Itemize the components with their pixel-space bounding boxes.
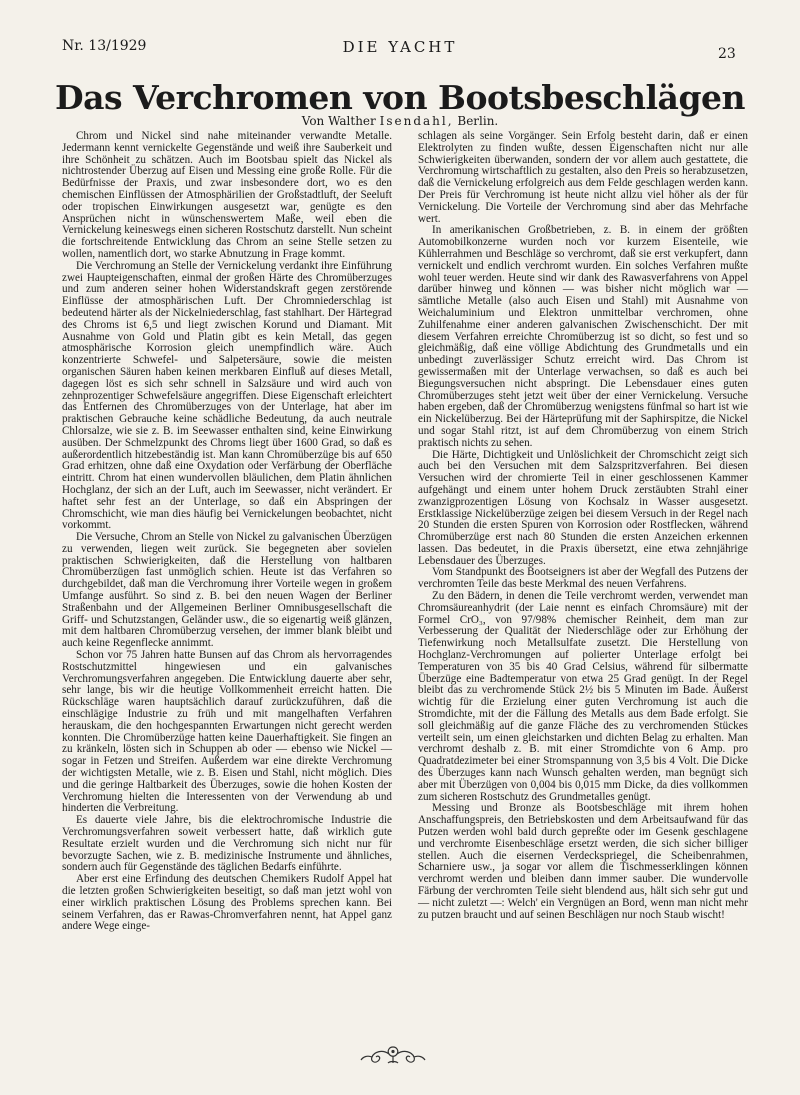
paragraph: Chrom und Nickel sind nahe miteinander verwandte Metalle. Jedermann kennt vernickelte Gegenstände und weiß ihre Sauberkeit und ihre Schönheit zu schätzen. Auch im Bootsbau spielt das Nickel als nichtrostender Überzug auf Eisen und Messing eine große Rolle. Für die Bedürfnisse der Praxis, und zwar insbesondere dort, wo es den chemischen Einflüssen der Atmosphärilien der Großstadtluft, der Seeluft oder tropischen Einwirkungen ausgesetzt war, genügte es den Ansprüchen nicht in wünschenswertem Maße, weil eben die Vernickelung keineswegs einen sicheren Rostschutz darstellt. Nun scheint die fortschreitende Entwicklung das Chrom an seine Stelle setzen zu wollen, namentlich dort, wo starke Abnutzung in Frage kommt.	[62, 130, 392, 260]
paragraph: Es dauerte viele Jahre, bis die elektrochromische Industrie die Verchromungsverfahren soweit verbessert hatte, daß wirklich gute Resultate erzielt wurden und die Verchromung sich nicht nur für bevorzugte Sachen, wie z. B. medizinische Instrumente und ähnliches, sondern auch für Gegenstände des täglichen Bedarfs einführte.	[62, 814, 392, 874]
issue-number: Nr. 13/1929	[62, 38, 147, 54]
magazine-title: DIE YACHT	[342, 38, 458, 56]
paragraph: Zu den Bädern, in denen die Teile verchromt werden, verwendet man Chromsäureanhydrit (der Laie nennt es einfach Chromsäure) mit der Formel CrO₃, von 97/98% chemischer Reinheit, dem man zur Verbesserung der Qualität der Niederschläge oder zur Erhöhung der Tiefenwirkung noch Metallsulfate zusetzt. Die Herstellung von Hochglanz-Verchromungen auf polierter Unterlage erfolgt bei Temperaturen von 35 bis 40 Grad Celsius, während für silbermatte Überzüge eine Badtemperatur von etwa 25 Grad genügt. In der Regel bleibt das zu verchromende Stück 2½ bis 5 Minuten im Bade. Äußerst wichtig für die Erzielung einer guten Verchromung ist auch die Stromdichte, mit der die Fällung des Metalls aus dem Bade erfolgt. Sie soll gleichmäßig auf die ganze Fläche des zu verchromenden Stückes verteilt sein, um einen gleichstarken und dichten Belag zu erhalten. Man verchromt deshalb z. B. mit einer Stromdichte von 6 Amp. pro Quadratdezimeter bei einer Stromspannung von 3,5 bis 4 Volt. Die Dicke des Überzuges kann nach Wunsch gehalten werden, man begnügt sich aber mit Überzügen von 0,004 bis 0,015 mm Dicke, da dies vollkommen zum sicheren Rostschutz des Grundmetalles genügt.	[418, 590, 748, 803]
article-title: Das Verchromen von Bootsbeschlägen	[54, 78, 746, 117]
paragraph: Messing und Bronze als Bootsbeschläge mit ihrem hohen Anschaffungspreis, den Betriebskosten und dem Arbeitsaufwand für das Putzen werden wohl bald durch gepreßte oder im Gesenk geschlagene und verchromte Eisenbeschläge ersetzt werden, die sich sicher billiger stellen. Auch die eisernen Verdeckspriegel, die Scheibenrahmen, Scharniere usw., ja sogar vor allem die Tischmesserklingen können verchromt werden und bleiben dann immer sauber. Die wundervolle Färbung der verchromten Teile sieht blendend aus, hält sich sehr gut und — nicht zuletzt —: Welch' ein Vergnügen an Bord, wenn man nicht mehr zu putzen braucht und auf seinen Beschlägen nur noch Staub wischt!	[418, 802, 748, 921]
paragraph: Vom Standpunkt des Bootseigners ist aber der Wegfall des Putzens der verchromten Teile das beste Merkmal des neuen Verfahrens.	[418, 566, 748, 591]
author-city: Berlin.	[457, 114, 499, 128]
paragraph: Die Versuche, Chrom an Stelle von Nickel zu galvanischen Überzügen zu verwenden, liegen weit zurück. Sie begegneten aber sovielen praktischen Schwierigkeiten, daß die Herstellung von haltbaren Chromüberzügen fast unmöglich schien. Heute ist das Verfahren so durchgebildet, daß man die Verchromung ihrer Vorteile wegen in großem Umfange ausführt. So sind z. B. bei den neuen Wagen der Berliner Straßenbahn und der Allgemeinen Berliner Omnibusgesellschaft die Griff- und Schutzstangen, Geländer usw., die so eigenartig weiß glänzen, mit dem haltbaren Chromüberzug versehen, der immer blank bleibt und auch keine Regenflecke annimmt.	[62, 531, 392, 650]
floral-ornament-icon	[358, 1043, 428, 1067]
paragraph: Schon vor 75 Jahren hatte Bunsen auf das Chrom als hervorragendes Rostschutzmittel hingewiesen und ein galvanisches Verchromungsverfahren angegeben. Die Entwicklung dauerte aber sehr, sehr lange, bis wir die heutige Vollkommenheit erreicht hatten. Die Rückschläge waren hauptsächlich darauf zurückzuführen, daß die einschlägige Industrie zu früh und mit mangelhaften Verfahren herauskam, die den hochgespannten Erwartungen nicht gerecht werden konnten. Die Chromüberzüge hatten keine Dauerhaftigkeit. Sie fingen an zu kränkeln, lösten sich in Schuppen ab oder — ebenso wie Nickel — sogar in Fetzen und Streifen. Außerdem war eine direkte Verchromung der wichtigsten Metalle, wie z. B. Eisen und Stahl, nicht möglich. Dies und die geringe Haltbarkeit des Überzuges, sowie die hohen Kosten der Verchromung hielten die Interessenten von der Verwendung ab und hinderten die Verbreitung.	[62, 649, 392, 815]
paragraph: In amerikanischen Großbetrieben, z. B. in einem der größten Automobilkonzerne wurden noch vor kurzem Eisenteile, wie Kühlerrahmen und Beschläge so verchromt, daß sie erst verkupfert, dann vernickelt und endlich verchromt wurden. Ein solches Verfahren mußte wohl teuer werden. Heute sind wir dank des Rawasverfahrens von Appel darüber hinweg und können — was bisher nicht möglich war — sämtliche Metalle (also auch Eisen und Stahl) mit Ausnahme von Weichaluminium und Elektron unmittelbar verchromen, ohne Zuhilfenahme einer anderen galvanischen Zwischenschicht. Der mit diesem Verfahren erreichte Chromüberzug ist so dicht, so fest und so gleichmäßig, daß eine völlige Abdichtung des Grundmetalls und ein unbedingt zuverlässiger Schutz erreicht wird. Das Chrom ist gewissermaßen mit der Unterlage verwachsen, so daß es auch bei Biegungsversuchen nicht abspringt. Die Lebensdauer eines guten Chromüberzuges steht jetzt weit über der einer Vernickelung. Versuche haben ergeben, daß der Chromüberzug wenigstens fünfmal so hart ist wie ein Nickelüberzug. Bei der Härteprüfung mit der Saphirspitze, die Nickel und sogar Stahl ritzt, ist auf dem Chromüberzug von einem Strich praktisch nichts zu sehen.	[418, 224, 748, 449]
page-number: 23	[718, 46, 736, 62]
author-prefix: Von Walther	[301, 114, 376, 128]
left-column	[62, 131, 392, 933]
right-column	[418, 131, 748, 921]
paragraph: Die Verchromung an Stelle der Vernickelung verdankt ihre Einführung zwei Haupteigenschaften, einmal der großen Härte des Chromüberzuges und zum anderen seiner hohen Widerstandskraft gegen zerstörende Einflüsse der atmosphärischen Luft. Der Chromniederschlag ist bedeutend härter als der Nickelniederschlag, fast stahlhart. Der Härtegrad des Chroms ist 6,5 und liegt zwischen Korund und Diamant. Mit Ausnahme von Gold und Platin gibt es kein Metall, das gegen atmosphärische Korrosion gleich unempfindlich wäre. Auch konzentrierte Schwefel- und Salpetersäure, sowie die meisten organischen Säuren haben keinen merkbaren Einfluß auf dieses Metall, dagegen löst es sich sehr schnell in Salzsäure und wird auch von zehnprozentiger Schwefelsäure angegriffen. Diese Eigenschaft erleichtert das Entfernen des Chromüberzuges von der Unterlage, hat aber im praktischen Gebrauche keine schädliche Bedeutung, da auch neutrale Chlorsalze, wie sie z. B. im Seewasser enthalten sind, keine Einwirkung ausüben. Der Schmelzpunkt des Chroms liegt über 1600 Grad, so daß es außerordentlich hitzebeständig ist. Man kann Chromüberzüge bis auf 650 Grad erhitzen, ohne daß eine Oxydation oder Verfärbung der Oberfläche eintritt. Chrom hat einen wundervollen bläulichen, dem Platin ähnlichen Hochglanz, der sich an der Luft, auch im Seewasser, nicht verändert. Er haftet sehr fest an der Unterlage, so daß ein Abspringen der Chromschicht, wie man dies häufig bei Vernickelungen beobachtet, nicht vorkommt.	[62, 259, 392, 532]
paragraph: schlagen als seine Vorgänger. Sein Erfolg besteht darin, daß er einen Elektrolyten zu finden wußte, dessen Eigenschaften nicht nur alle Schwierigkeiten überwanden, sondern der vor allem auch gestattete, die Verchromung wirtschaftlich zu gestalten, also den Preis so herabzusetzen, daß die Vernickelung erfolgreich aus dem Felde geschlagen werden kann. Der Preis für Verchromung ist heute nicht allzu viel höher als der für Vernickelung. Die Vorteile der Verchromung sind aber das Mehrfache wert.	[418, 130, 748, 225]
paragraph: Die Härte, Dichtigkeit und Unlöslichkeit der Chromschicht zeigt sich auch bei den Versuchen mit dem Salzspritzverfahren. Bei diesen Versuchen wird der chromierte Teil in einer geschlossenen Kammer aufgehängt und einem unter hohem Druck zerstäubten Strahl einer zwanzigprozentigen Lösung von Kochsalz in Wasser ausgesetzt. Erstklassige Nickelüberzüge zeigen bei diesem Versuch in der Regel nach 20 Stunden die ersten Spuren von Korrosion oder Rostflecken, während Chromüberzüge erst nach 80 Stunden die ersten Anzeichen erkennen lassen. Das bedeutet, in die Praxis übersetzt, eine etwa zehnjährige Lebensdauer des Überzuges.	[418, 448, 748, 567]
page-header	[0, 0, 800, 70]
paragraph: Aber erst eine Erfindung des deutschen Chemikers Rudolf Appel hat die letzten großen Schwierigkeiten beseitigt, so daß man jetzt wohl von einer wirklich praktischen Lösung des Problems sprechen kann. Bei seinem Verfahren, das er Rawas-Chromverfahren nennt, hat Appel ganz andere Wege einge-	[62, 873, 392, 933]
author-line	[0, 114, 800, 128]
author-name: Isendahl,	[379, 114, 454, 128]
